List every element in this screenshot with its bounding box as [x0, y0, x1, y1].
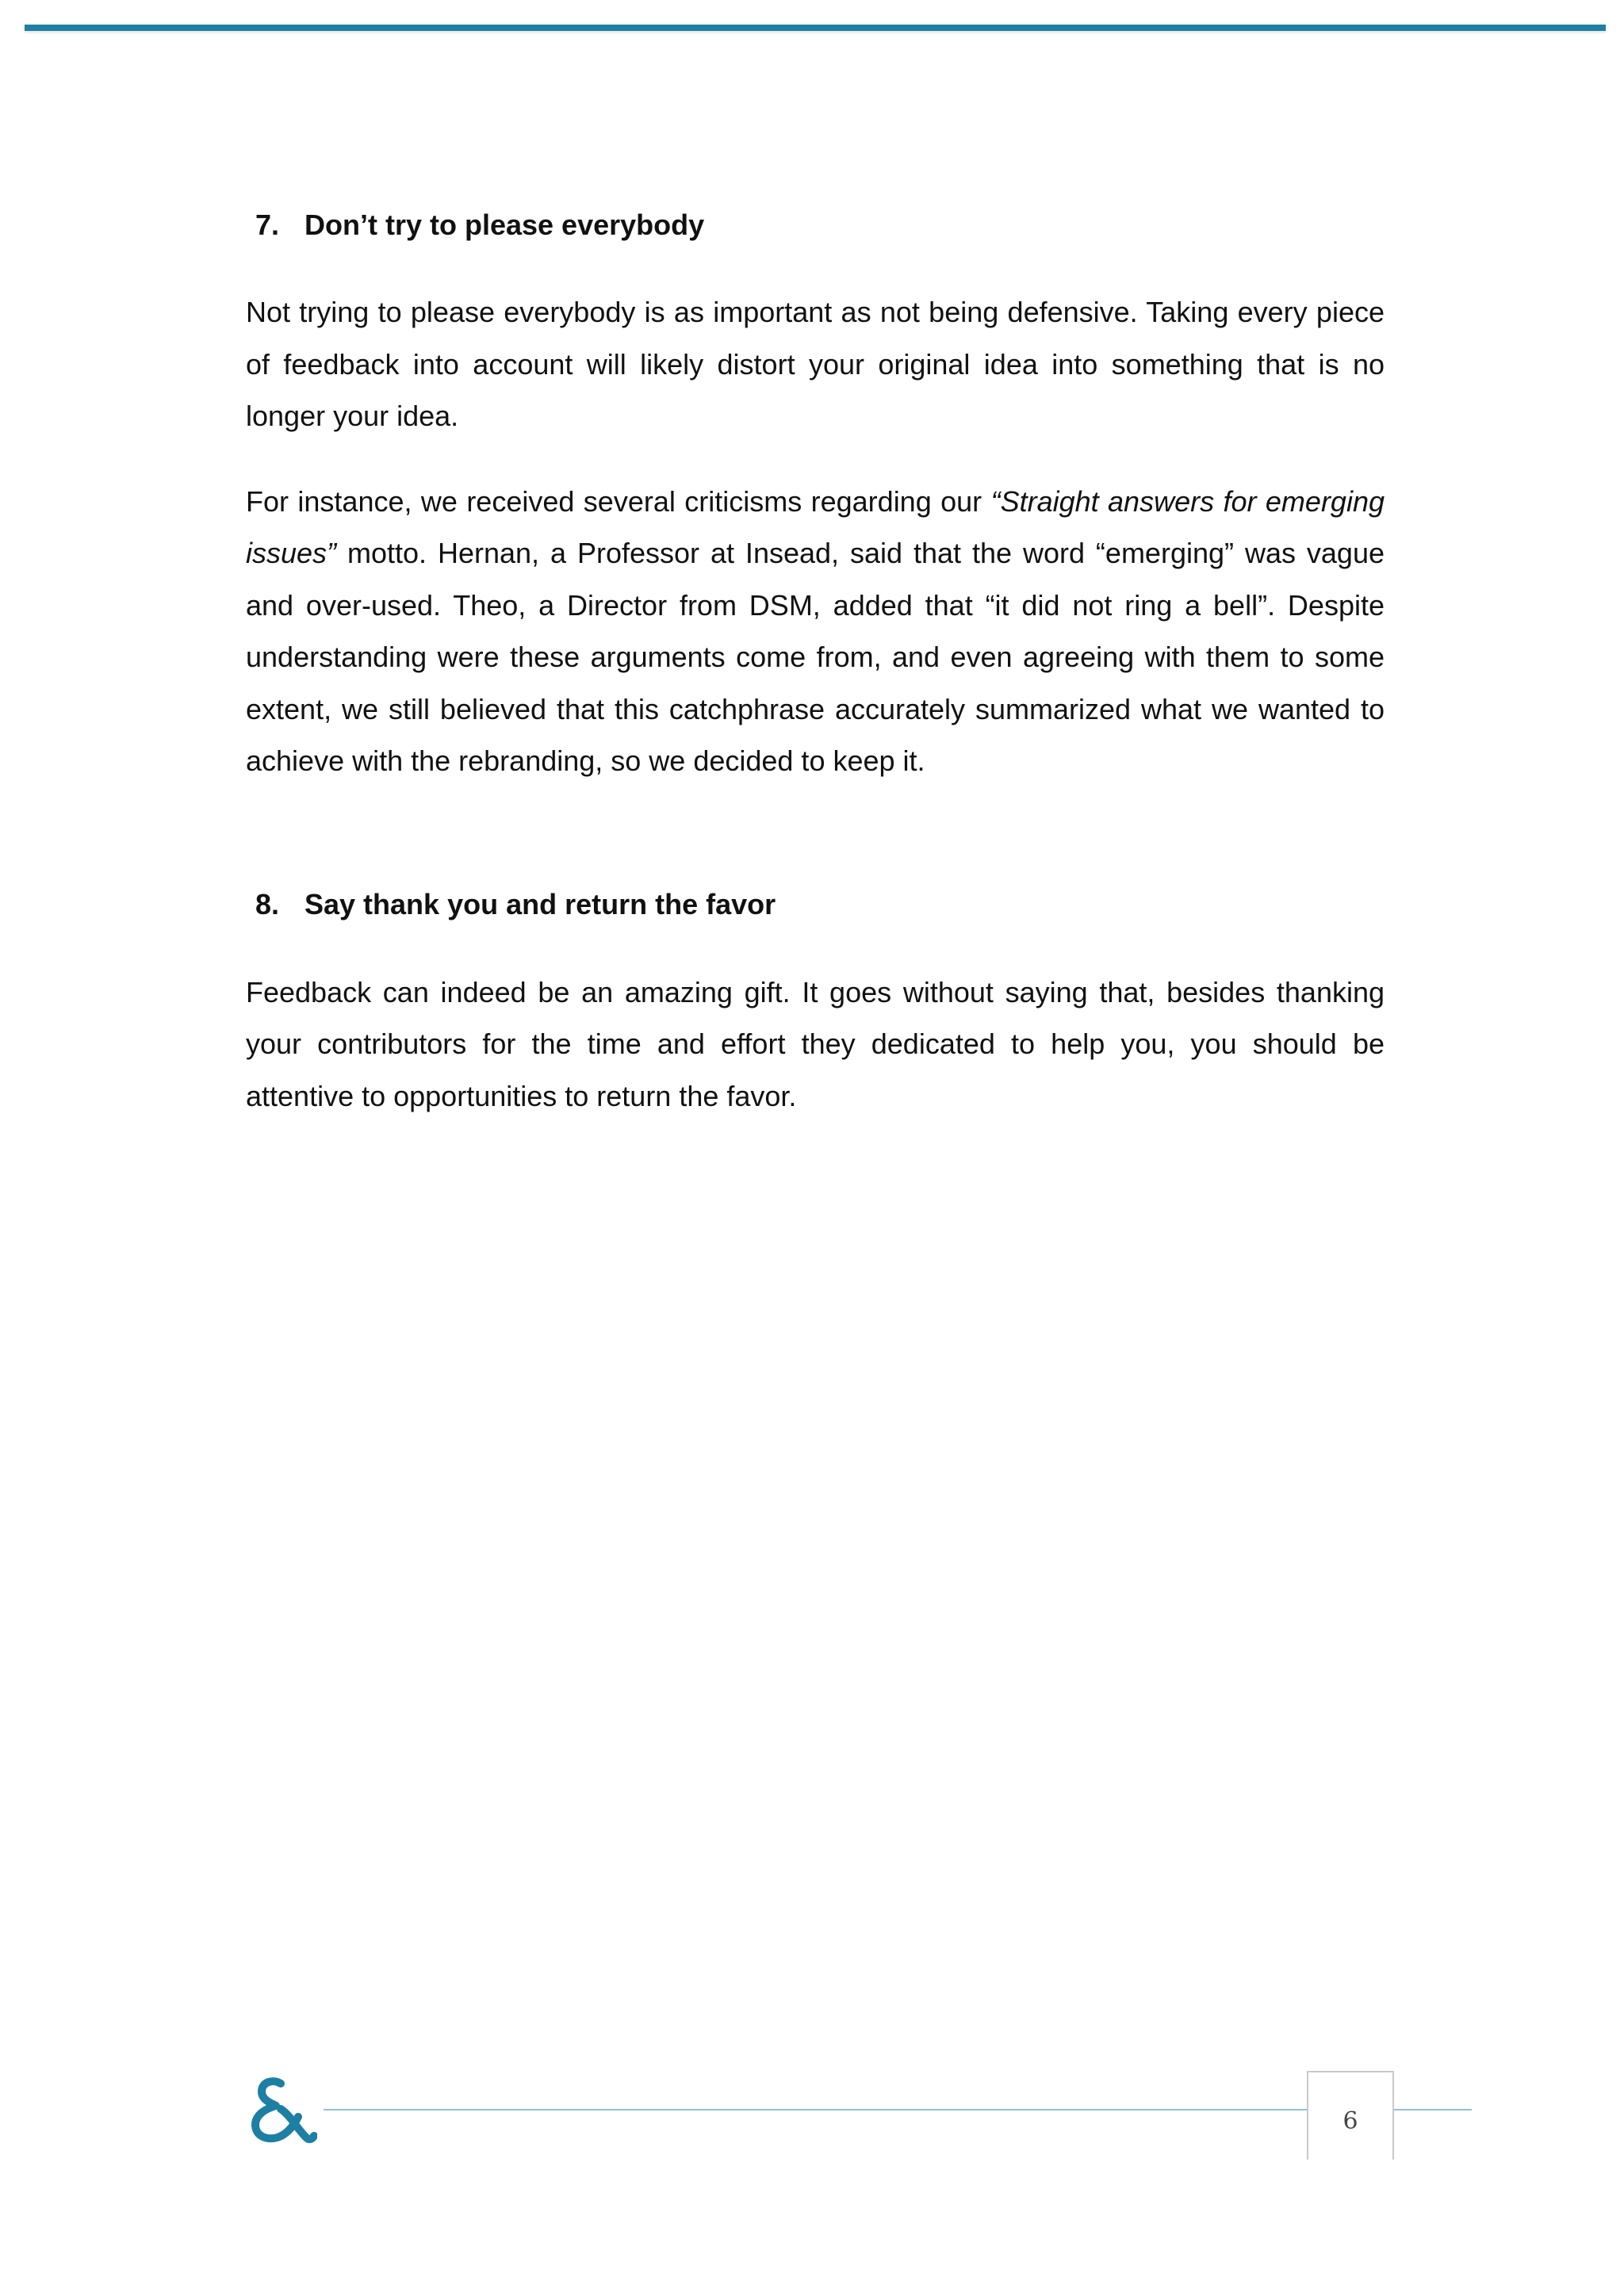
paragraph [246, 476, 1385, 787]
section-number: 7. [255, 209, 280, 241]
page-number: 6 [1342, 2107, 1358, 2135]
paragraph-text: For instance, we received several criticisms regarding our [246, 484, 991, 518]
section-title: Say thank you and return the favor [304, 887, 776, 920]
ampersand-logo-icon [246, 2074, 317, 2145]
footer-rule [1392, 2109, 1472, 2110]
paragraph: Feedback can indeed be an amazing gift. It goes without saying that, besides thanking your contributors for the time and effort they dedicated to help you, you should be attentive to opportunities to return the favor. [246, 975, 1385, 1112]
section-number: 8. [255, 887, 280, 920]
footer-rule [324, 2109, 1307, 2110]
motto-quote: “Straight answers for emerging issues” [246, 484, 1385, 569]
document-body [246, 187, 1385, 1122]
section-heading-8 [255, 887, 1385, 922]
paragraph-text: motto. Hernan, a Professor at Insead, said that the word “emerging” was vague and over-used. Theo, a Director from DSM, added that “it did not ring a bell”. Despite understanding were these arguments come from, and even agreeing with them to some extent, we still believed that this catchphrase accurately summarized what we wanted to achieve with the rebranding, so we decided to keep it. [246, 537, 1385, 777]
page-number-box [1307, 2071, 1394, 2160]
top-accent-rule [25, 25, 1606, 31]
section-heading-7 [255, 208, 1385, 243]
paragraph: Not trying to please everybody is as important as not being defensive. Taking every piece of feedback into account will likely distort your original idea into something that is no longer your idea. [246, 296, 1385, 432]
section-title: Don’t try to please everybody [304, 209, 705, 241]
